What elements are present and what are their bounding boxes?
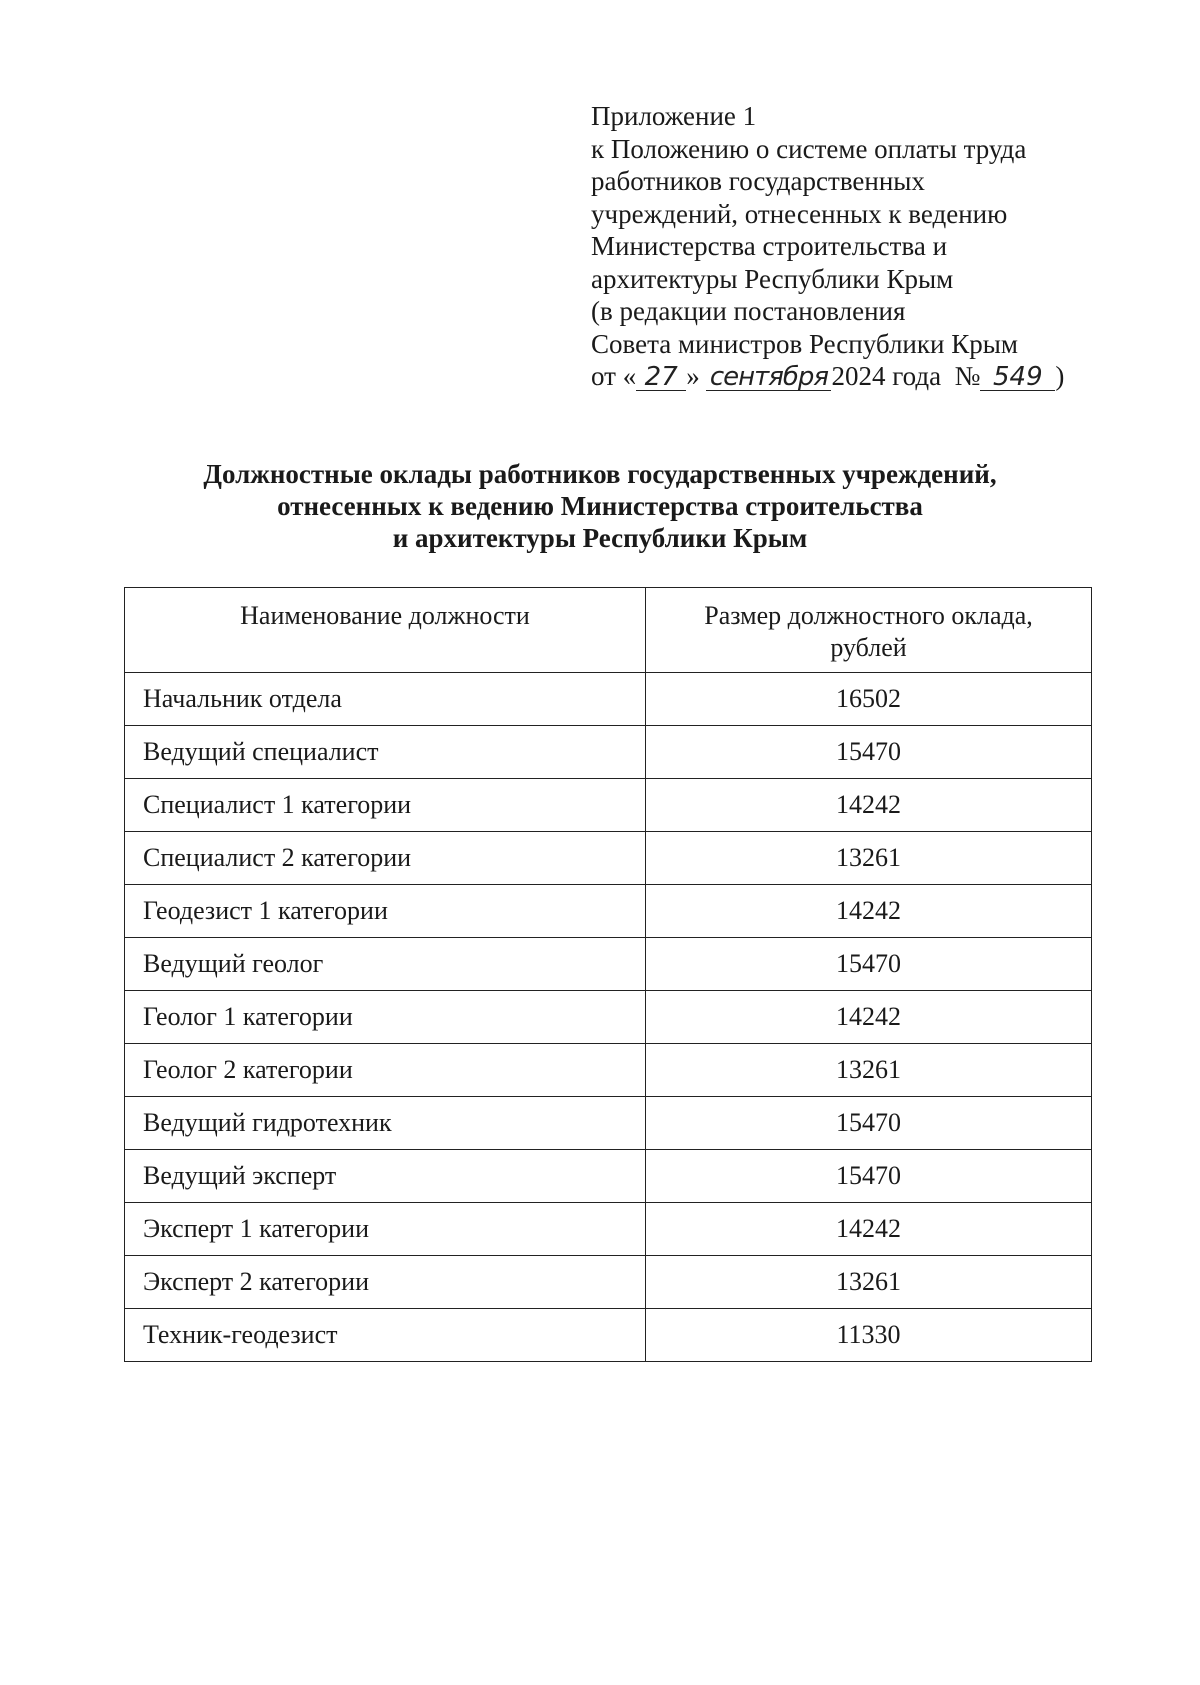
date-quote-close: »: [686, 361, 700, 391]
appendix-line: учреждений, отнесенных к ведению: [591, 198, 1008, 229]
appendix-line: (в редакции постановления: [591, 296, 906, 326]
header-salary: [646, 588, 1092, 673]
appendix-line: Совета министров Республики Крым: [591, 328, 1018, 359]
salary-cell: 14242: [646, 991, 1092, 1044]
salary-cell: 13261: [646, 1044, 1092, 1097]
table-row: [125, 938, 1092, 991]
position-cell: Ведущий гидротехник: [125, 1097, 646, 1150]
position-cell: Геодезист 1 категории: [125, 885, 646, 938]
position-cell: Ведущий эксперт: [125, 1150, 646, 1203]
table-row: [125, 1309, 1092, 1362]
salary-table: [124, 587, 1092, 1362]
salary-cell: 16502: [646, 673, 1092, 726]
position-cell: Начальник отдела: [125, 673, 646, 726]
salary-cell: 15470: [646, 726, 1092, 779]
handwritten-day: 27: [636, 364, 686, 391]
table-row: [125, 1256, 1092, 1309]
date-prefix: от «: [591, 361, 637, 391]
title-line: Должностные оклады работников государственных учреждений,: [203, 459, 997, 489]
table-row: [125, 885, 1092, 938]
table-row: [125, 1203, 1092, 1256]
salary-cell: 11330: [646, 1309, 1092, 1362]
position-cell: Ведущий геолог: [125, 938, 646, 991]
date-year: 2024 года: [831, 361, 942, 391]
header-salary-line: Размер должностного оклада,: [704, 601, 1033, 630]
appendix-line: Министерства строительства и: [591, 231, 948, 261]
position-cell: Техник-геодезист: [125, 1309, 646, 1362]
position-cell: Специалист 2 категории: [125, 832, 646, 885]
appendix-line: архитектуры Республики Крым: [591, 263, 954, 294]
table-row: [125, 673, 1092, 726]
title-line: отнесенных к ведению Министерства строительства: [277, 491, 923, 521]
table-header-row: [125, 588, 1092, 673]
header-position: Наименование должности: [125, 588, 646, 673]
position-cell: Эксперт 2 категории: [125, 1256, 646, 1309]
salary-cell: 14242: [646, 779, 1092, 832]
position-cell: Ведущий специалист: [125, 726, 646, 779]
position-cell: Геолог 2 категории: [125, 1044, 646, 1097]
salary-cell: 13261: [646, 1256, 1092, 1309]
table-row: [125, 726, 1092, 779]
handwritten-number: 549: [980, 364, 1055, 391]
table-row: [125, 1044, 1092, 1097]
document-title: [100, 458, 1100, 554]
salary-cell: 14242: [646, 885, 1092, 938]
resolution-date-line: [591, 360, 1111, 393]
salary-cell: 14242: [646, 1203, 1092, 1256]
appendix-line: к Положению о системе оплаты труда: [591, 133, 1027, 164]
table-row: [125, 1150, 1092, 1203]
table-row: [125, 832, 1092, 885]
table-row: [125, 991, 1092, 1044]
handwritten-month: сентября: [706, 364, 831, 391]
position-cell: Эксперт 1 категории: [125, 1203, 646, 1256]
salary-cell: 13261: [646, 832, 1092, 885]
appendix-header: [591, 100, 1111, 393]
salary-cell: 15470: [646, 1150, 1092, 1203]
date-suffix: ): [1055, 361, 1065, 391]
appendix-line: Приложение 1: [591, 101, 757, 131]
table-row: [125, 779, 1092, 832]
position-cell: Специалист 1 категории: [125, 779, 646, 832]
salary-cell: 15470: [646, 938, 1092, 991]
title-line: и архитектуры Республики Крым: [392, 523, 808, 553]
number-sign: №: [954, 361, 981, 391]
header-salary-line: рублей: [830, 633, 907, 662]
salary-cell: 15470: [646, 1097, 1092, 1150]
table-row: [125, 1097, 1092, 1150]
position-cell: Геолог 1 категории: [125, 991, 646, 1044]
appendix-line: работников государственных: [591, 166, 925, 196]
